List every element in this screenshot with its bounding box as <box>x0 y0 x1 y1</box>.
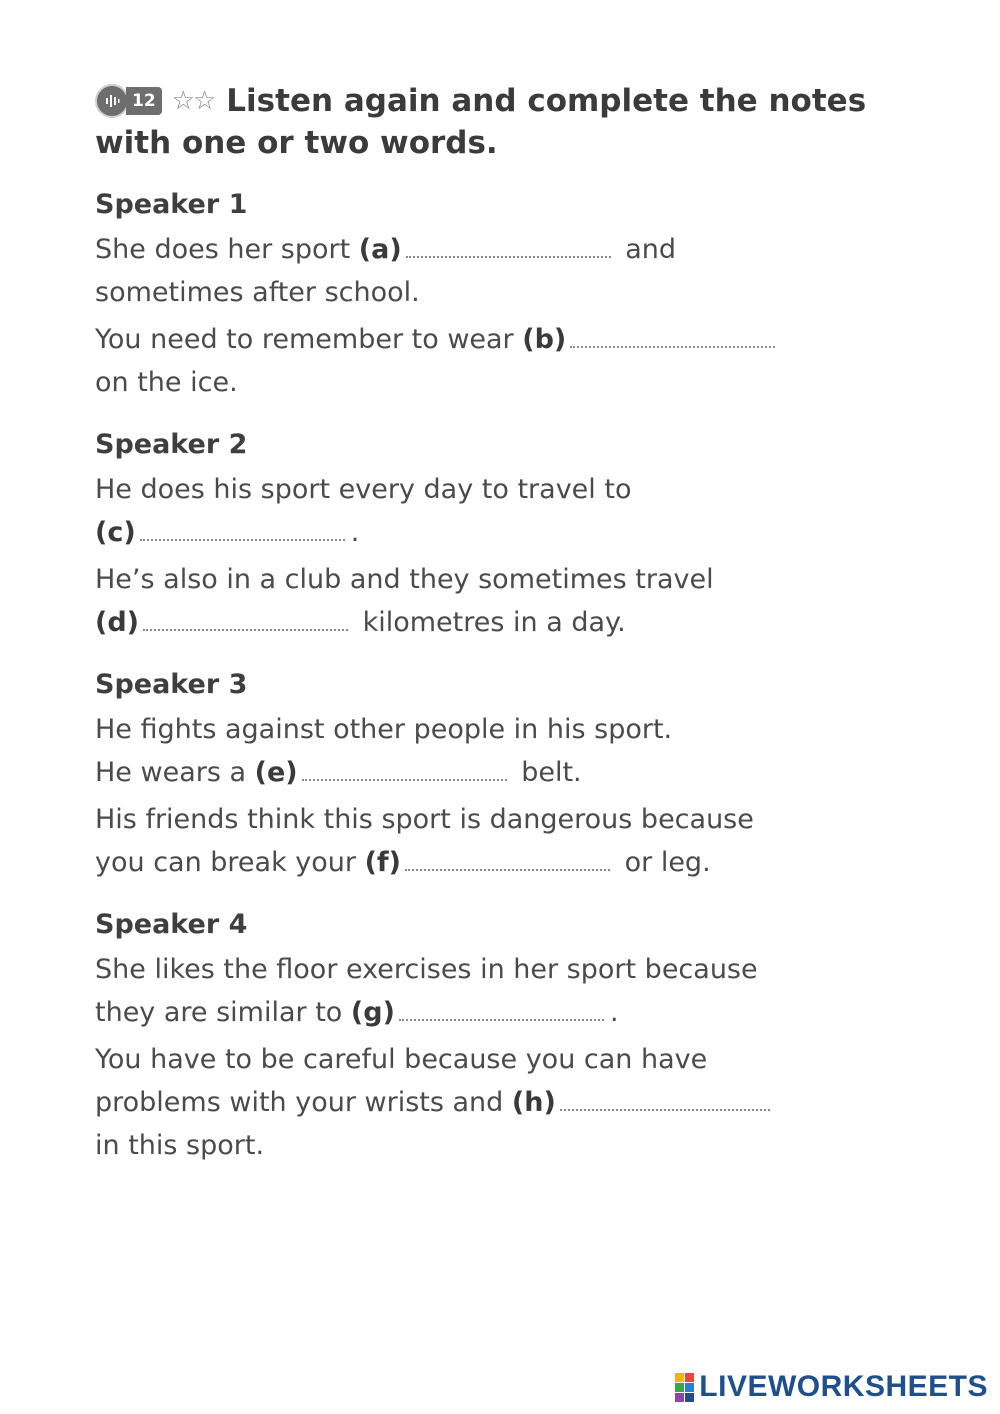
blank-e[interactable] <box>302 757 507 781</box>
audio-track-badge[interactable] <box>95 84 162 118</box>
instruction-line1: Listen again and complete the notes <box>226 83 867 119</box>
track-number: 12 <box>126 87 162 115</box>
liveworksheets-logo[interactable] <box>675 1370 988 1404</box>
blank-f[interactable] <box>405 847 610 871</box>
difficulty-stars-icon: ☆☆ <box>171 86 215 116</box>
label-g: (g) <box>350 997 395 1028</box>
blank-g[interactable] <box>399 997 604 1021</box>
label-c: (c) <box>95 517 136 548</box>
speaker-1-title: Speaker 1 <box>95 189 248 220</box>
blank-b[interactable] <box>570 324 775 348</box>
blank-c[interactable] <box>140 517 345 541</box>
question-h: You have to be careful because you can have problems with your wrists and (h) in this sport. <box>95 1038 895 1167</box>
statement-speaker-3: He fights against other people in his sport. He wears a (e) belt. <box>95 714 673 788</box>
label-f: (f) <box>364 847 402 878</box>
question-f: His friends think this sport is dangerous because you can break your (f) or leg. <box>95 804 754 878</box>
speaker-3-title: Speaker 3 <box>95 669 248 700</box>
blank-h[interactable] <box>560 1087 770 1111</box>
exercise-heading <box>95 80 895 122</box>
question-a: She does her sport (a) and sometimes after school. <box>95 234 677 308</box>
worksheet <box>95 80 895 1167</box>
blank-a[interactable] <box>406 234 611 258</box>
liveworksheets-logo-icon <box>675 1373 694 1402</box>
label-h: (h) <box>511 1087 556 1118</box>
instruction-line2: with one or two words. <box>95 125 498 161</box>
audio-icon <box>95 84 129 118</box>
label-e: (e) <box>254 757 298 788</box>
blank-d[interactable] <box>143 607 348 631</box>
speaker-4-title: Speaker 4 <box>95 909 248 940</box>
label-b: (b) <box>522 324 567 355</box>
label-a: (a) <box>358 234 402 265</box>
question-c: He does his sport every day to travel to (c) . <box>95 474 632 548</box>
brand-name: LIVEWORKSHEETS <box>699 1370 988 1403</box>
label-d: (d) <box>95 607 140 638</box>
question-b: You need to remember to wear (b) on the ice. <box>95 318 895 404</box>
question-d: He’s also in a club and they sometimes travel (d) kilometres in a day. <box>95 564 714 638</box>
speaker-2-title: Speaker 2 <box>95 429 248 460</box>
question-g: She likes the floor exercises in her sport because they are similar to (g) . <box>95 954 758 1028</box>
